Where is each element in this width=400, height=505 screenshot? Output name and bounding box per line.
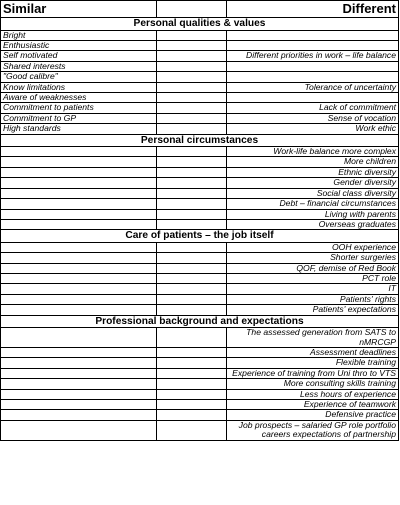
spacer-cell — [157, 219, 227, 229]
header-different: Different — [227, 1, 399, 18]
similar-cell — [1, 253, 157, 263]
different-cell — [227, 61, 399, 71]
table-row — [1, 368, 399, 378]
similar-cell — [1, 420, 157, 440]
table-row — [1, 72, 399, 82]
table-row — [1, 82, 399, 92]
similar-cell: Bright — [1, 30, 157, 40]
spacer-cell — [157, 263, 227, 273]
table-row — [1, 178, 399, 188]
table-row — [1, 420, 399, 440]
table-row — [1, 410, 399, 420]
different-cell — [227, 72, 399, 82]
table-row — [1, 40, 399, 50]
similar-cell — [1, 347, 157, 357]
table-row — [1, 188, 399, 198]
spacer-cell — [157, 40, 227, 50]
header-row — [1, 1, 399, 18]
spacer-cell — [157, 242, 227, 252]
spacer-cell — [157, 253, 227, 263]
different-cell: IT — [227, 284, 399, 294]
different-cell: Job prospects – salaried GP role portfolio careers expectations of partnership — [227, 420, 399, 440]
spacer-cell — [157, 82, 227, 92]
different-cell: The assessed generation from SATS to nMRCGP — [227, 328, 399, 348]
different-cell: Experience of teamwork — [227, 400, 399, 410]
table-row — [1, 274, 399, 284]
different-cell — [227, 30, 399, 40]
spacer-cell — [157, 294, 227, 304]
different-cell: Work ethic — [227, 124, 399, 134]
comparison-table-body — [1, 1, 399, 441]
spacer-cell — [157, 358, 227, 368]
table-row — [1, 103, 399, 113]
different-cell: Overseas graduates — [227, 219, 399, 229]
similar-cell — [1, 379, 157, 389]
table-row — [1, 147, 399, 157]
table-row — [1, 389, 399, 399]
similar-cell — [1, 147, 157, 157]
different-cell: Assessment deadlines — [227, 347, 399, 357]
spacer-cell — [157, 51, 227, 61]
spacer-cell — [157, 274, 227, 284]
spacer-cell — [157, 178, 227, 188]
spacer-cell — [157, 199, 227, 209]
spacer-cell — [157, 72, 227, 82]
similar-cell: Enthusiastic — [1, 40, 157, 50]
section-title: Personal qualities & values — [1, 18, 399, 31]
spacer-cell — [157, 167, 227, 177]
similar-cell: Commitment to GP — [1, 113, 157, 123]
section-header-row — [1, 230, 399, 243]
table-row — [1, 328, 399, 348]
table-row — [1, 305, 399, 315]
spacer-cell — [157, 420, 227, 440]
spacer-cell — [157, 379, 227, 389]
table-row — [1, 242, 399, 252]
similar-cell — [1, 188, 157, 198]
spacer-cell — [157, 209, 227, 219]
similar-cell — [1, 305, 157, 315]
section-title: Professional background and expectations — [1, 315, 399, 328]
similar-cell: "Good calibre" — [1, 72, 157, 82]
different-cell: QOF, demise of Red Book — [227, 263, 399, 273]
spacer-cell — [157, 92, 227, 102]
different-cell: More consulting skills training — [227, 379, 399, 389]
different-cell: OOH experience — [227, 242, 399, 252]
spacer-cell — [157, 124, 227, 134]
spacer-cell — [157, 188, 227, 198]
table-row — [1, 219, 399, 229]
similar-cell — [1, 263, 157, 273]
table-row — [1, 30, 399, 40]
spacer-cell — [157, 147, 227, 157]
different-cell: Social class diversity — [227, 188, 399, 198]
different-cell: Ethnic diversity — [227, 167, 399, 177]
spacer-cell — [157, 368, 227, 378]
different-cell — [227, 40, 399, 50]
different-cell: Experience of training from Uni thro to VTS — [227, 368, 399, 378]
table-row — [1, 294, 399, 304]
section-header-row — [1, 18, 399, 31]
table-row — [1, 400, 399, 410]
different-cell: More children — [227, 157, 399, 167]
spacer-cell — [157, 284, 227, 294]
different-cell: Debt – financial circumstances — [227, 199, 399, 209]
table-row — [1, 284, 399, 294]
similar-cell: Shared interests — [1, 61, 157, 71]
similar-cell — [1, 242, 157, 252]
table-row — [1, 124, 399, 134]
similar-cell — [1, 368, 157, 378]
different-cell: Shorter surgeries — [227, 253, 399, 263]
similar-cell: Self motivated — [1, 51, 157, 61]
spacer-cell — [157, 400, 227, 410]
different-cell: Gender diversity — [227, 178, 399, 188]
header-similar: Similar — [1, 1, 157, 18]
different-cell: PCT role — [227, 274, 399, 284]
different-cell: Patients' rights — [227, 294, 399, 304]
different-cell: Less hours of experience — [227, 389, 399, 399]
similar-cell — [1, 410, 157, 420]
similar-cell: High standards — [1, 124, 157, 134]
similar-cell — [1, 219, 157, 229]
section-title: Care of patients – the job itself — [1, 230, 399, 243]
different-cell: Different priorities in work – life balance — [227, 51, 399, 61]
different-cell: Defensive practice — [227, 410, 399, 420]
similar-cell — [1, 209, 157, 219]
similar-cell — [1, 199, 157, 209]
section-header-row — [1, 315, 399, 328]
different-cell — [227, 92, 399, 102]
similar-cell — [1, 178, 157, 188]
table-row — [1, 167, 399, 177]
table-row — [1, 253, 399, 263]
similar-cell — [1, 167, 157, 177]
table-row — [1, 263, 399, 273]
table-row — [1, 157, 399, 167]
similar-cell — [1, 358, 157, 368]
spacer-cell — [157, 30, 227, 40]
spacer-cell — [157, 305, 227, 315]
different-cell: Sense of vocation — [227, 113, 399, 123]
spacer-cell — [157, 113, 227, 123]
header-spacer — [157, 1, 227, 18]
similar-cell — [1, 400, 157, 410]
similar-cell — [1, 294, 157, 304]
similar-cell — [1, 274, 157, 284]
section-title: Personal circumstances — [1, 134, 399, 147]
spacer-cell — [157, 103, 227, 113]
section-header-row — [1, 134, 399, 147]
similar-cell — [1, 328, 157, 348]
table-row — [1, 92, 399, 102]
similar-cell — [1, 389, 157, 399]
table-row — [1, 113, 399, 123]
spacer-cell — [157, 389, 227, 399]
different-cell: Work-life balance more complex — [227, 147, 399, 157]
spacer-cell — [157, 410, 227, 420]
table-row — [1, 199, 399, 209]
table-row — [1, 379, 399, 389]
spacer-cell — [157, 347, 227, 357]
table-row — [1, 61, 399, 71]
similar-cell — [1, 284, 157, 294]
different-cell: Tolerance of uncertainty — [227, 82, 399, 92]
table-row — [1, 358, 399, 368]
spacer-cell — [157, 157, 227, 167]
similar-cell: Aware of weaknesses — [1, 92, 157, 102]
spacer-cell — [157, 328, 227, 348]
different-cell: Living with parents — [227, 209, 399, 219]
table-row — [1, 347, 399, 357]
similar-cell — [1, 157, 157, 167]
table-row — [1, 209, 399, 219]
different-cell: Flexible training — [227, 358, 399, 368]
spacer-cell — [157, 61, 227, 71]
similar-cell: Know limitations — [1, 82, 157, 92]
different-cell: Patients' expectations — [227, 305, 399, 315]
similar-cell: Commitment to patients — [1, 103, 157, 113]
table-row — [1, 51, 399, 61]
different-cell: Lack of commitment — [227, 103, 399, 113]
